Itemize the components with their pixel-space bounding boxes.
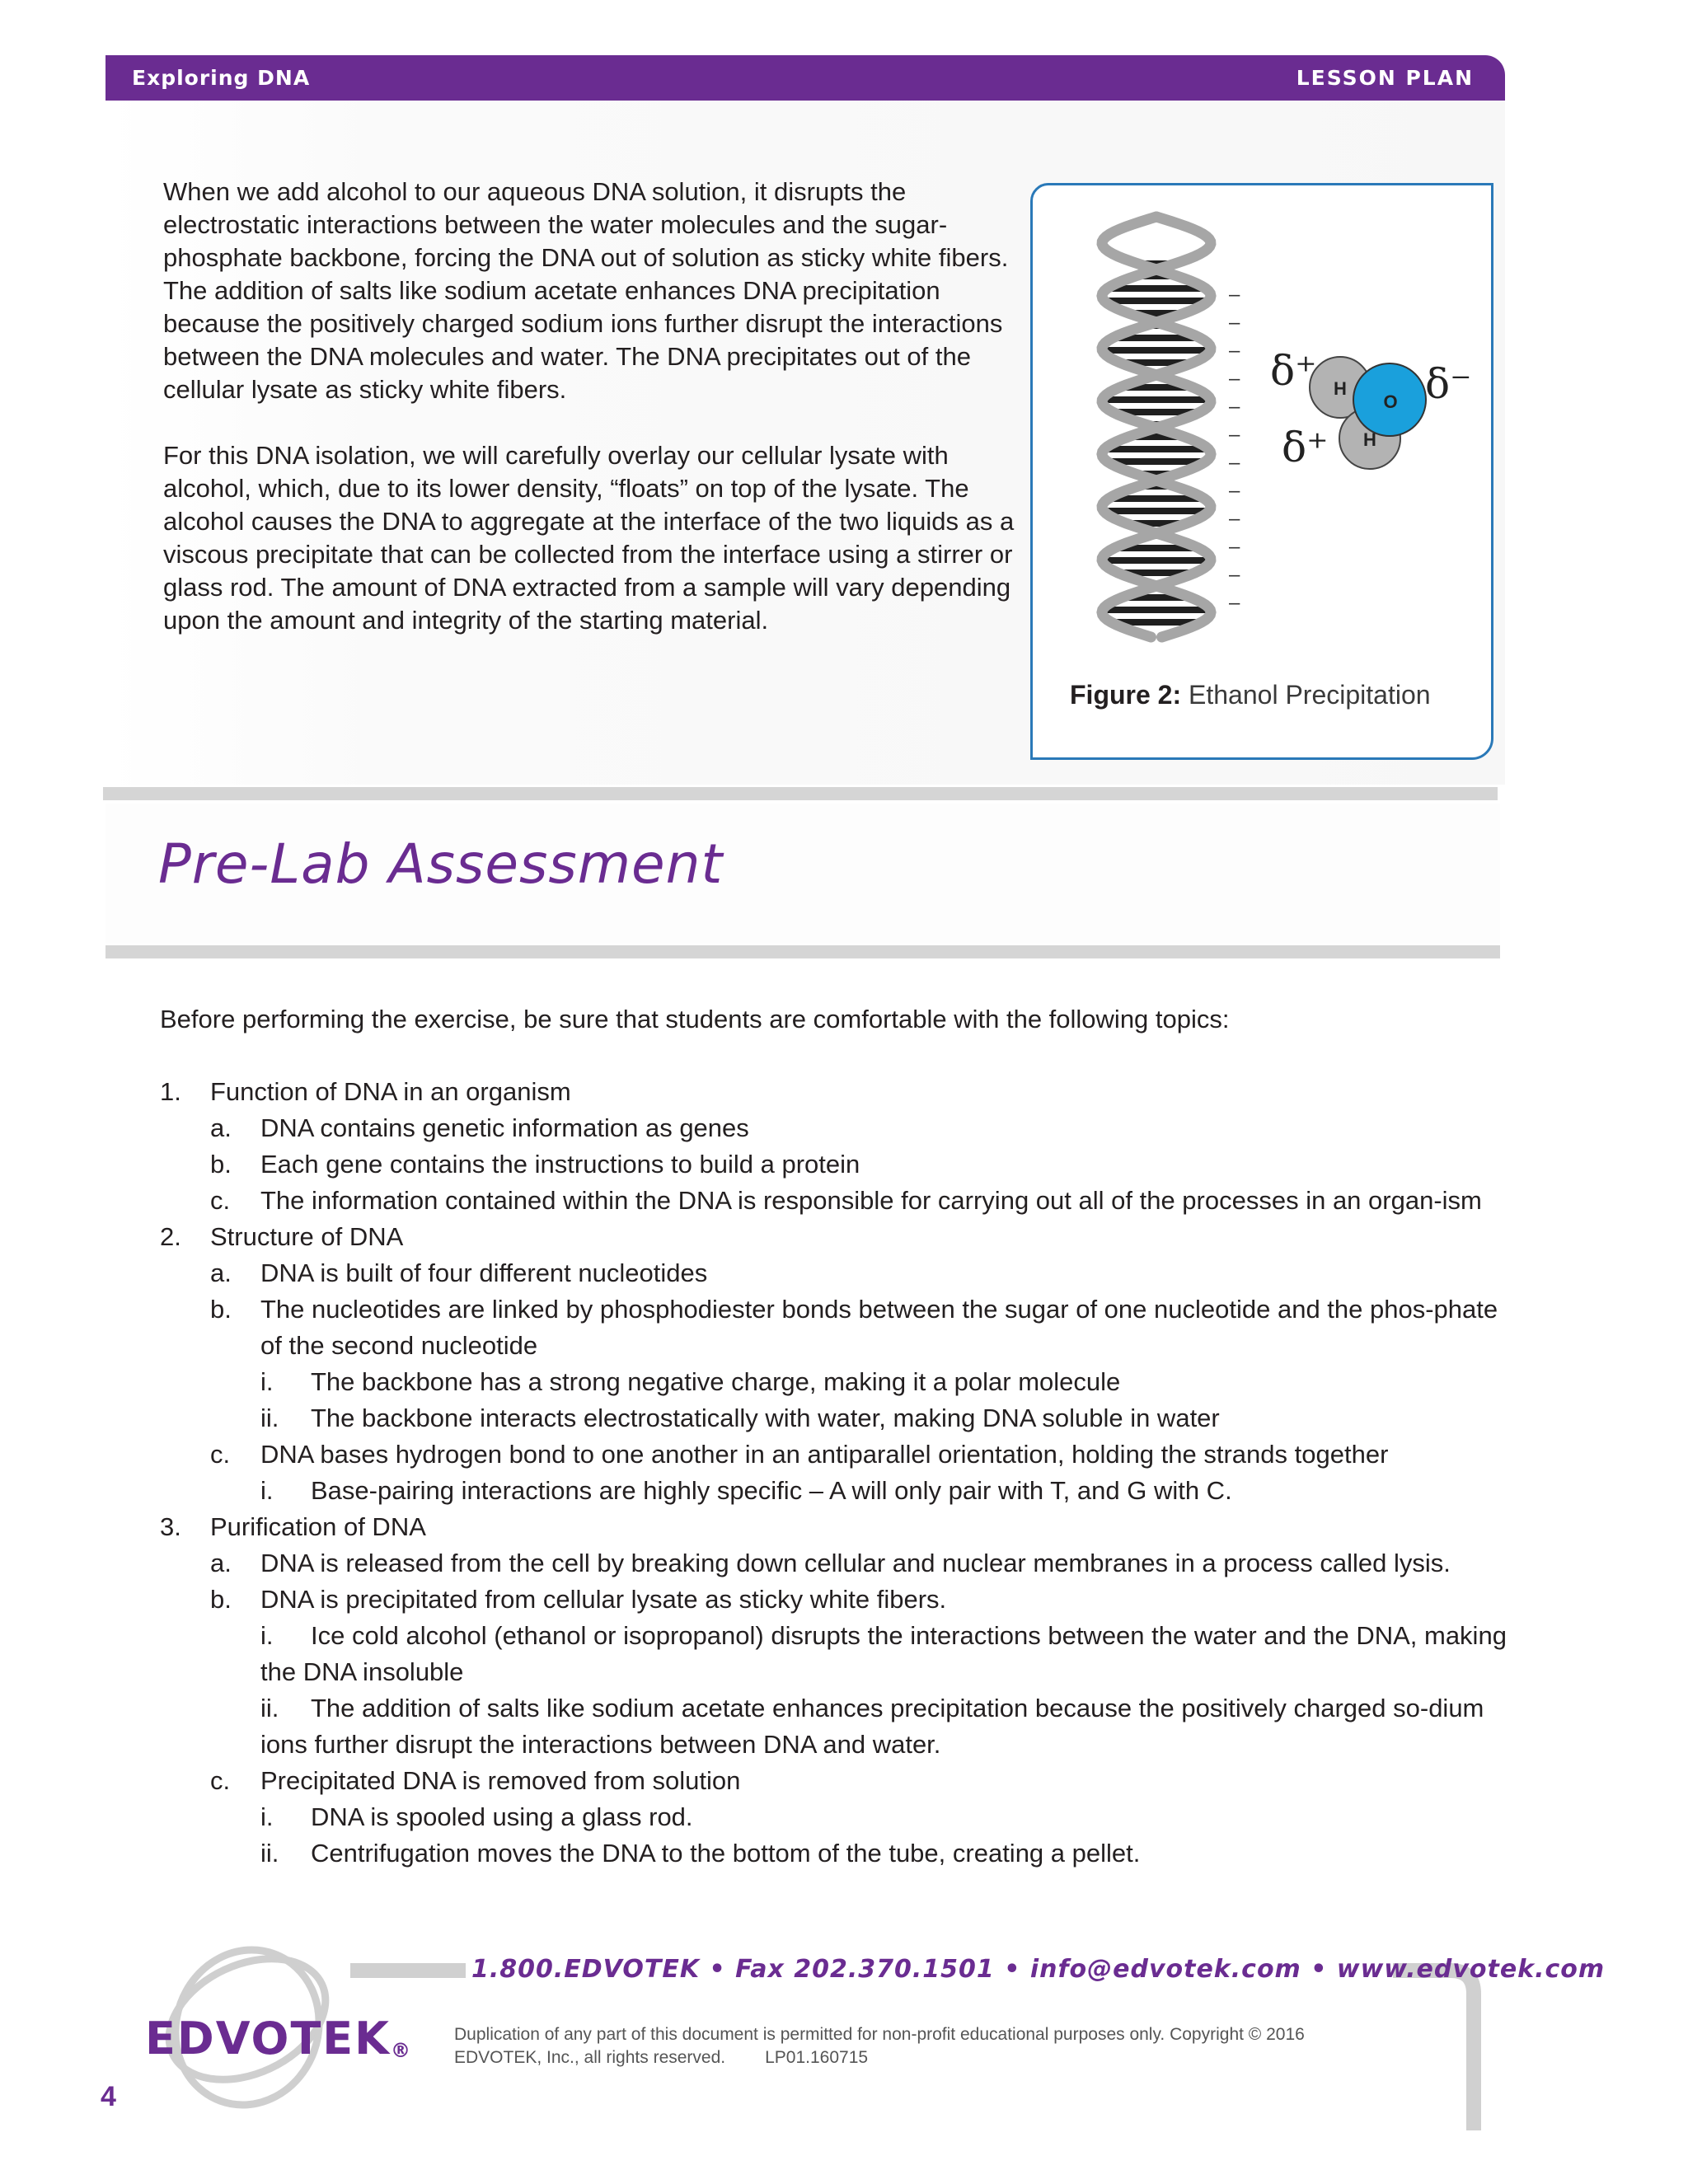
sub-sub-list bbox=[260, 1364, 1512, 1436]
list-marker: 3. bbox=[160, 1512, 181, 1541]
list-item bbox=[210, 1582, 1512, 1763]
list-item-text: DNA is precipitated from cellular lysate as sticky white fibers. bbox=[260, 1585, 947, 1614]
list-marker: a. bbox=[210, 1549, 232, 1577]
list-marker: i. bbox=[260, 1476, 274, 1505]
figure-ethanol-precipitation bbox=[1030, 183, 1493, 760]
legal-rights: EDVOTEK, Inc., all rights reserved. bbox=[454, 2048, 726, 2067]
document-code: LP01.160715 bbox=[765, 2048, 869, 2067]
page-number: 4 bbox=[101, 2081, 116, 2112]
delta-plus-symbol: δ⁺ bbox=[1282, 424, 1329, 471]
list-item bbox=[210, 1436, 1512, 1509]
list-marker: i. bbox=[260, 1621, 274, 1650]
topic-list bbox=[160, 1074, 1512, 1872]
list-item-text: DNA is released from the cell by breaking down cellular and nuclear membranes in a process called lysis. bbox=[260, 1549, 1451, 1577]
contact-line: 1.800.EDVOTEK • Fax 202.370.1501 • info@edvotek.com • www.edvotek.com bbox=[471, 1955, 1606, 1984]
list-item bbox=[160, 1219, 1512, 1509]
list-item bbox=[260, 1618, 1512, 1690]
list-item bbox=[260, 1473, 1512, 1509]
list-item-text: Ice cold alcohol (ethanol or isopropanol) disrupts the interactions between the water and the DNA, making the DNA insoluble bbox=[260, 1621, 1507, 1686]
sub-sub-list bbox=[260, 1799, 1512, 1872]
legal-line: Duplication of any part of this document is permitted for non-profit educational purposes only. Copyright © 2016 bbox=[454, 2025, 1305, 2044]
list-marker: b. bbox=[210, 1295, 232, 1324]
list-item bbox=[160, 1509, 1512, 1872]
header-title: Exploring DNA bbox=[132, 66, 311, 90]
negative-charge-mark: – bbox=[1229, 480, 1240, 502]
list-item-text: DNA is built of four different nucleotides bbox=[260, 1258, 708, 1287]
list-item bbox=[210, 1183, 1512, 1219]
list-item-text: Structure of DNA bbox=[210, 1222, 404, 1251]
list-item bbox=[210, 1545, 1512, 1582]
list-marker: c. bbox=[210, 1440, 231, 1469]
section-divider bbox=[103, 787, 1498, 800]
sub-list bbox=[210, 1545, 1512, 1872]
list-item-text: The backbone has a strong negative charge, making it a polar molecule bbox=[311, 1367, 1121, 1396]
list-item-text: DNA bases hydrogen bond to one another in an antiparallel orientation, holding the strands together bbox=[260, 1440, 1389, 1469]
list-marker: i. bbox=[260, 1367, 274, 1396]
list-item-text: DNA contains genetic information as genes bbox=[260, 1113, 749, 1142]
list-item bbox=[210, 1763, 1512, 1872]
brand-name: EDVOTEK bbox=[145, 2013, 392, 2064]
sub-list bbox=[210, 1110, 1512, 1219]
list-item-text: Base-pairing interactions are highly specific – A will only pair with T, and G with C. bbox=[311, 1476, 1232, 1505]
list-marker: i. bbox=[260, 1802, 274, 1831]
list-marker: a. bbox=[210, 1258, 232, 1287]
intro-text bbox=[163, 176, 1020, 670]
list-item bbox=[260, 1799, 1512, 1835]
list-marker: c. bbox=[210, 1766, 231, 1795]
list-item bbox=[260, 1835, 1512, 1872]
negative-charge-mark: – bbox=[1229, 340, 1240, 362]
hydrogen-label: H bbox=[1363, 429, 1376, 450]
negative-charge-mark: – bbox=[1229, 564, 1240, 586]
negative-charge-mark: – bbox=[1229, 396, 1240, 418]
list-item bbox=[210, 1110, 1512, 1146]
delta-plus-symbol: δ⁺ bbox=[1270, 347, 1317, 395]
list-item bbox=[210, 1146, 1512, 1183]
intro-paragraph: For this DNA isolation, we will carefully overlay our cellular lysate with alcohol, which, due to its lower density, “floats” on top of the lysate. The alcohol causes the DNA to aggregate at the interface of the two liquids as a viscous precipitate that can be collected from the interface using a stirrer or glass rod. The amount of DNA extracted from a sample will vary depending upon the amount and integrity of the starting material. bbox=[163, 441, 1015, 635]
list-item-text: The backbone interacts electrostatically with water, making DNA soluble in water bbox=[311, 1404, 1220, 1432]
intro-paragraph: When we add alcohol to our aqueous DNA solution, it disrupts the electrostatic interactions between the water molecules and the sugar-phosphate backbone, forcing the DNA out of solution as sticky white fibers. The addition of salts like sodium acetate enhances DNA precipitation because the positively charged sodium ions further disrupt the interactions between the DNA molecules and water. The DNA precipitates out of the cellular lysate as sticky white fibers. bbox=[163, 177, 1009, 404]
sub-sub-list bbox=[260, 1473, 1512, 1509]
list-item bbox=[210, 1291, 1512, 1436]
list-marker: 1. bbox=[160, 1077, 181, 1106]
delta-minus-symbol: δ⁻ bbox=[1425, 360, 1472, 408]
negative-charge-mark: – bbox=[1229, 508, 1240, 530]
legal-notice bbox=[454, 2023, 1402, 2069]
figure-illustration bbox=[1033, 185, 1496, 762]
prelab-intro: Before performing the exercise, be sure that students are comfortable with the following topics: bbox=[160, 1005, 1230, 1033]
figure-caption bbox=[1070, 680, 1431, 710]
list-item-text: Purification of DNA bbox=[210, 1512, 426, 1541]
registered-mark: ® bbox=[391, 2039, 411, 2062]
section-title: Pre-Lab Assessment bbox=[158, 832, 724, 896]
footer-rule bbox=[350, 1963, 466, 1978]
list-item-text: Function of DNA in an organism bbox=[210, 1077, 571, 1106]
negative-charge-mark: – bbox=[1229, 536, 1240, 558]
list-marker: b. bbox=[210, 1150, 232, 1179]
list-item bbox=[160, 1074, 1512, 1219]
footer-bracket bbox=[1393, 1971, 1474, 2130]
edvotek-logo bbox=[145, 2013, 410, 2064]
list-marker: c. bbox=[210, 1186, 231, 1215]
negative-charge-mark: – bbox=[1229, 368, 1240, 390]
list-marker: ii. bbox=[260, 1404, 279, 1432]
backbone-negative-charges bbox=[1229, 284, 1240, 614]
list-item-text: The addition of salts like sodium acetate enhances precipitation because the positively charged so-dium ions further disrupt the interactions between DNA and water. bbox=[260, 1694, 1484, 1759]
list-item bbox=[260, 1690, 1512, 1763]
negative-charge-mark: – bbox=[1229, 284, 1240, 306]
list-item-text: The information contained within the DNA is responsible for carrying out all of the processes in an organ-ism bbox=[260, 1186, 1482, 1215]
list-item-text: The nucleotides are linked by phosphodiester bonds between the sugar of one nucleotide and the phos-phate of the second nucleotide bbox=[260, 1295, 1498, 1360]
list-item bbox=[210, 1255, 1512, 1291]
negative-charge-mark: – bbox=[1229, 592, 1240, 614]
negative-charge-mark: – bbox=[1229, 424, 1240, 446]
list-marker: ii. bbox=[260, 1839, 279, 1868]
figure-caption-text: Ethanol Precipitation bbox=[1189, 680, 1431, 710]
list-item-text: Precipitated DNA is removed from solution bbox=[260, 1766, 741, 1795]
header-bar bbox=[106, 55, 1505, 101]
list-item bbox=[260, 1364, 1512, 1400]
hydrogen-label: H bbox=[1334, 378, 1347, 399]
section-divider bbox=[106, 945, 1500, 958]
list-marker: 2. bbox=[160, 1222, 181, 1251]
list-marker: ii. bbox=[260, 1694, 279, 1722]
list-marker: a. bbox=[210, 1113, 232, 1142]
list-item-text: Centrifugation moves the DNA to the bottom of the tube, creating a pellet. bbox=[311, 1839, 1141, 1868]
legal-line bbox=[454, 2046, 1402, 2069]
figure-caption-label: Figure 2: bbox=[1070, 680, 1182, 710]
list-marker: b. bbox=[210, 1585, 232, 1614]
negative-charge-mark: – bbox=[1229, 312, 1240, 334]
list-item bbox=[260, 1400, 1512, 1436]
list-item-text: Each gene contains the instructions to build a protein bbox=[260, 1150, 860, 1179]
oxygen-label: O bbox=[1383, 391, 1398, 412]
negative-charge-mark: – bbox=[1229, 452, 1240, 474]
prelab-body bbox=[160, 1001, 1512, 1872]
header-section-label: LESSON PLAN bbox=[1296, 66, 1474, 90]
page-footer bbox=[0, 1945, 1688, 2184]
list-item-text: DNA is spooled using a glass rod. bbox=[311, 1802, 693, 1831]
sub-sub-list bbox=[260, 1618, 1512, 1763]
sub-list bbox=[210, 1255, 1512, 1509]
